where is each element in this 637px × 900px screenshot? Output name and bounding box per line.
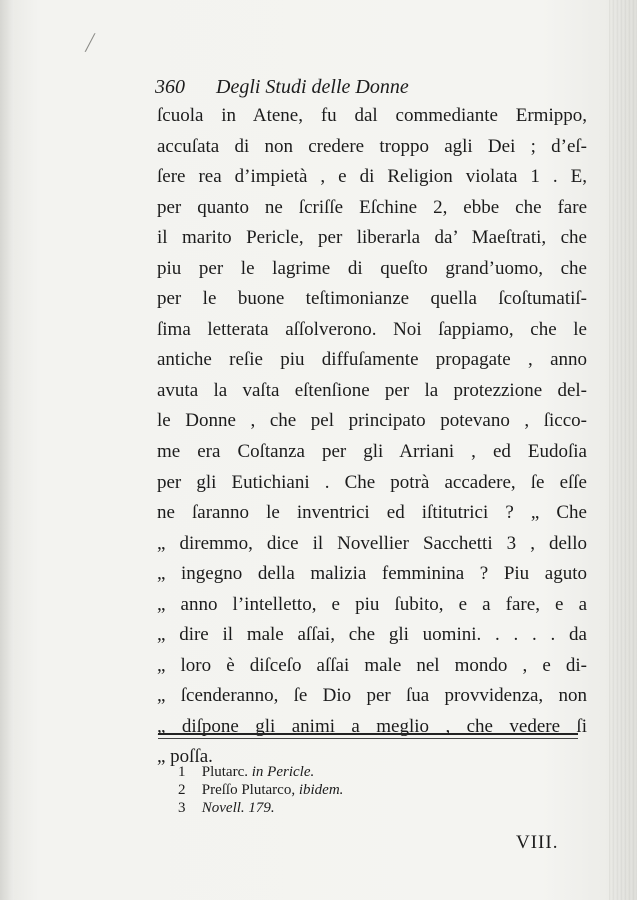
- text-line: piu per le lagrime di queſto grand’uomo, che: [157, 257, 587, 279]
- text-line: „ diremmo, dice il Novellier Sacchetti 3 , dello: [157, 532, 587, 554]
- separator-rule: [158, 733, 578, 735]
- footnote-italic: ibidem.: [298, 782, 344, 798]
- page-number: 360: [155, 76, 185, 98]
- body-text: [157, 101, 587, 773]
- text-line: „ diſpone gli animi a meglio , che vedere ſi: [157, 715, 587, 737]
- footnote-item: [178, 781, 478, 799]
- footnote-separator: [158, 733, 578, 742]
- footnote-text: Preſſo Plutarco,: [201, 782, 296, 798]
- text-line: me era Coſtanza per gli Arriani , ed Eudoſia: [157, 441, 587, 463]
- text-line: per gli Eutichiani . Che potrà accadere, ſe eſſe: [157, 471, 587, 493]
- page-gutter: [0, 0, 14, 900]
- text-line: „ poſſa.: [157, 746, 213, 768]
- page-fore-edge: [609, 0, 637, 900]
- footnote-number: 3: [178, 800, 186, 816]
- pen-mark: ⁄: [85, 27, 95, 58]
- footnote-item: [178, 763, 478, 781]
- footnote-italic: Novell. 179.: [201, 800, 275, 816]
- text-line: „ dire il male aſſai, che gli uomini. . . . . da: [157, 624, 587, 646]
- text-line: avuta la vaſta eſtenſione per la protezzione del-: [157, 379, 587, 401]
- text-line: antiche reſie piu diffuſamente propagate , anno: [157, 349, 587, 371]
- text-line: per le buone teſtimonianze quella ſcoſtumatiſ-: [157, 288, 587, 310]
- footnote-italic: in Pericle.: [251, 764, 315, 780]
- text-line: „ ingegno della malizia femminina ? Piu aguto: [157, 563, 587, 585]
- footnote-number: 2: [178, 782, 186, 798]
- text-line: ſima letterata aſſolverono. Noi ſappiamo, che le: [157, 318, 587, 340]
- text-line: „ loro è diſceſo aſſai male nel mondo , e di-: [157, 654, 587, 676]
- separator-rule: [158, 738, 578, 739]
- running-title: Degli Studi delle Donne: [216, 76, 409, 98]
- text-line: ſere rea d’impietà , e di Religion violata 1 . E,: [157, 166, 587, 188]
- text-line: le Donne , che pel principato potevano , ſicco-: [157, 410, 587, 432]
- footnote-item: [178, 799, 478, 817]
- running-header: [155, 76, 485, 99]
- footnote-text: Plutarc.: [201, 764, 248, 780]
- signature-mark: VIII.: [516, 832, 559, 853]
- text-line: „ anno l’intelletto, e piu ſubito, e a fare, e a: [157, 593, 587, 615]
- text-line: ſcuola in Atene, fu dal commediante Ermippo,: [157, 105, 587, 126]
- footnote-number: 1: [178, 764, 186, 780]
- text-line: per quanto ne ſcriſſe Eſchine 2, ebbe che fare: [157, 196, 587, 218]
- text-line: ne ſaranno le inventrici ed iſtitutrici ? „ Che: [157, 502, 587, 524]
- footnotes: [178, 763, 478, 817]
- text-line: il marito Pericle, per liberarla da’ Maeſtrati, che: [157, 227, 587, 249]
- text-line: „ ſcenderanno, ſe Dio per ſua provvidenza, non: [157, 685, 587, 707]
- text-line: accuſata di non credere troppo agli Dei ; d’eſ-: [157, 135, 587, 157]
